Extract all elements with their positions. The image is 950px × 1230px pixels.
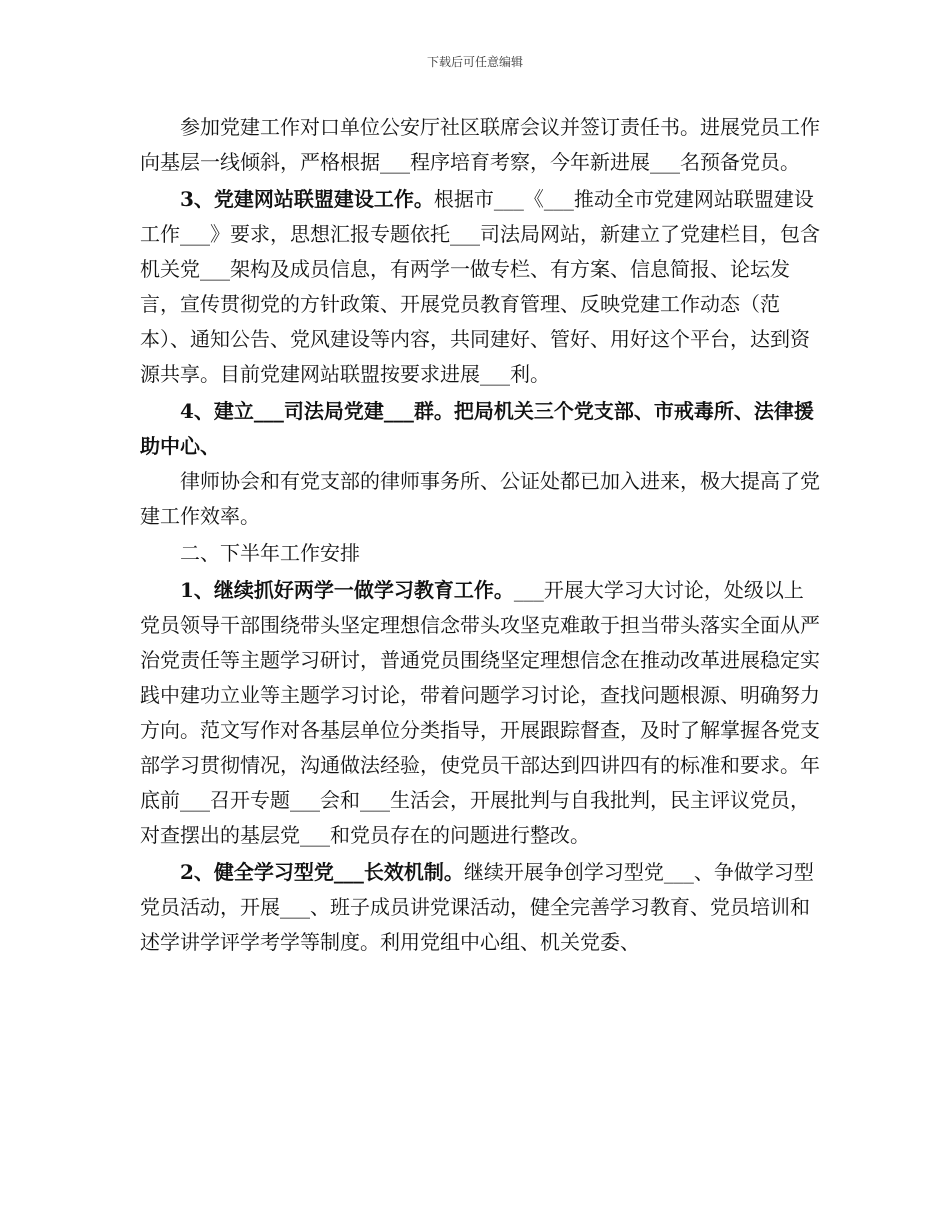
paragraph-4-text: 律师协会和有党支部的律师事务所、公证处都已加入进来，极大提高了党建工作效率。 bbox=[140, 469, 820, 528]
paragraph-2-text: 根据市___《___推动全市党建网站联盟建设工作___》要求，思想汇报专题依托___司法局网站，新建立了党建栏目，包含机关党___架构及成员信息，有两学一做专栏、有方案、信息简报、论坛发言，宣传贯彻党的方针政策、开展党员教育管理、反映党建工作动态（范本）、通知公告、党风建设等内容，共同建好、管好、用好这个平台，达到资源共享。目前党建网站联盟按要求进展___利。 bbox=[140, 187, 820, 386]
paragraph-7-heading: 2、健全学习型党___长效机制。 bbox=[180, 860, 464, 884]
paragraph-7 bbox=[140, 855, 820, 960]
section-heading-text: 二、下半年工作安排 bbox=[180, 541, 360, 565]
paragraph-6-text: ___开展大学习大讨论，处级以上党员领导干部围绕带头坚定理想信念带头攻坚克难敢于担当带头落实全面从严治党责任等主题学习研讨，普通党员围绕坚定理想信念在推动改革进展稳定实践中建功立业等主题学习讨论，带着问题学习讨论，查找问题根源、明确努力方向。范文写作对各基层单位分类指导，开展跟踪督查，及时了解掌握各党支部学习贯彻情况，沟通做法经验，使党员干部达到四讲四有的标准和要求。年底前___召开专题___会和___生活会，开展批判与自我批判，民主评议党员，对查摆出的基层党___和党员存在的问题进行整改。 bbox=[140, 578, 820, 847]
paragraph-3-heading: 4、建立___司法局党建___群。把局机关三个党支部、市戒毒所、法律援助中心、 bbox=[140, 399, 814, 458]
paragraph-7-text: 继续开展争创学习型党___、争做学习型党员活动，开展___、班子成员讲党课活动，健全完善学习教育、党员培训和述学讲学评学考学等制度。利用党组中心组、机关党委、 bbox=[140, 860, 814, 954]
document-body bbox=[140, 110, 820, 960]
paragraph-3 bbox=[140, 394, 820, 464]
paragraph-4 bbox=[140, 464, 820, 534]
paragraph-6 bbox=[140, 573, 820, 853]
paragraph-2 bbox=[140, 182, 820, 392]
page-header: 下载后可任意编辑 bbox=[426, 55, 523, 69]
paragraph-1 bbox=[140, 110, 820, 180]
paragraph-1-text: 参加党建工作对口单位公安厅社区联席会议并签订责任书。进展党员工作向基层一线倾斜，严格根据___程序培育考察，今年新进展___名预备党员。 bbox=[140, 115, 820, 174]
paragraph-2-heading: 3、党建网站联盟建设工作。 bbox=[180, 187, 434, 211]
section-heading-second-half bbox=[140, 536, 820, 571]
paragraph-6-heading: 1、继续抓好两学一做学习教育工作。 bbox=[180, 578, 514, 602]
